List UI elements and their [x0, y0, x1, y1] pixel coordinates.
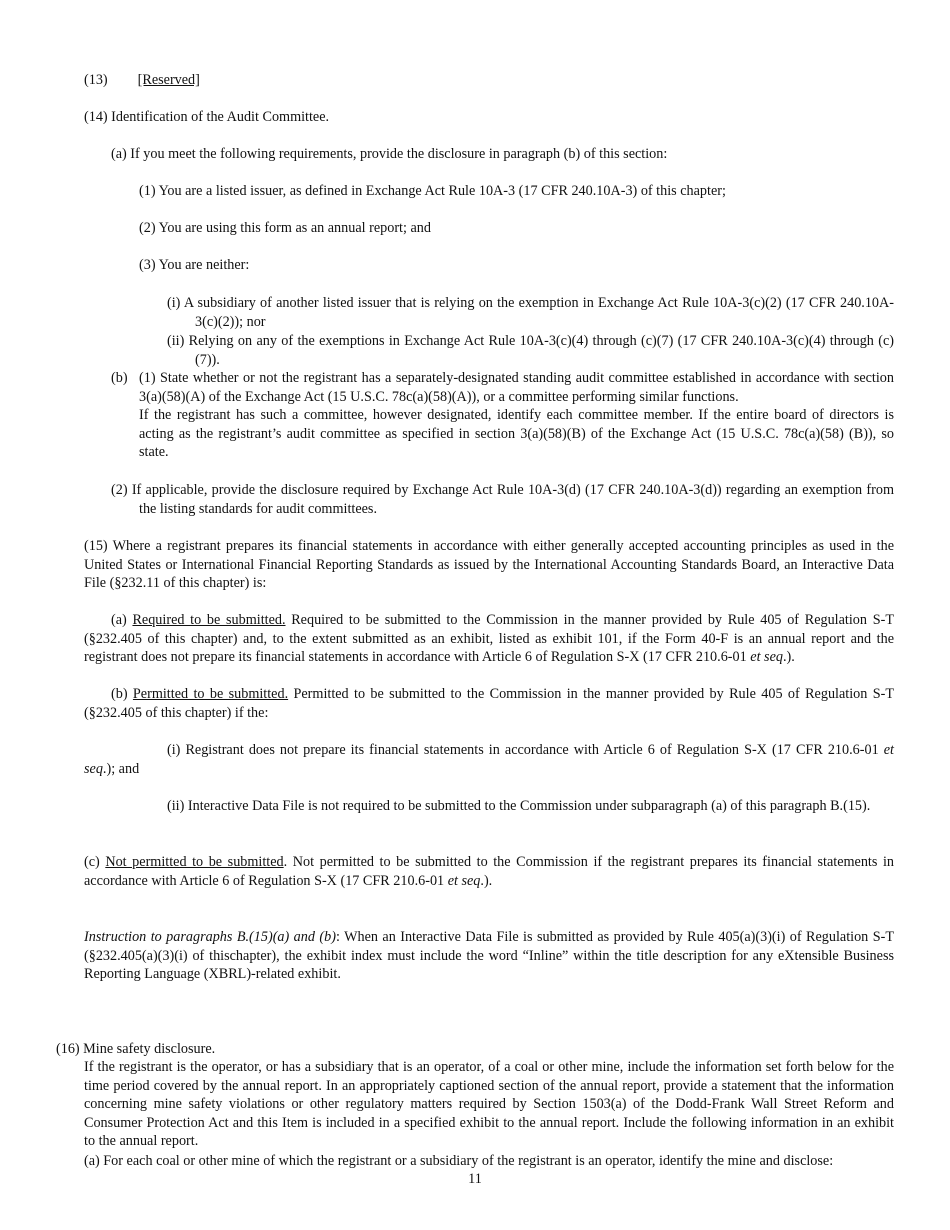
item-14-b-2: (2) If applicable, provide the disclosure required by Exchange Act Rule 10A-3(d) (17 CFR 240.10A-3(d)) regarding an exemption from the listing standards for audit committees. [111, 482, 894, 517]
item-15-c-end: .). [480, 872, 493, 889]
item-15-b-title: Permitted to be submitted. [132, 686, 289, 702]
instruction-label: Instruction to paragraphs B.(15)(a) and (b) [84, 929, 336, 945]
item-15-c-et-seq: et seq [447, 872, 481, 889]
item-15-b-text: Permitted to be submitted to the Commission in the manner provided by Rule 405 of Regulation S-T (§232.405 of this chapter) if the: [84, 686, 894, 721]
item-15-b-ii: (ii) Interactive Data File is not required to be submitted to the Commission under subparagraph (a) of this paragraph B.(15). [167, 798, 871, 814]
item-14-a-2: (2) You are using this form as an annual report; and [139, 220, 431, 236]
item-13-number: (13) [84, 72, 108, 88]
item-16-a: (a) For each coal or other mine of which the registrant or a subsidiary of the registrant is an operator, identify the mine and disclose: [84, 1153, 834, 1169]
item-14-b-label: (b) [111, 370, 128, 386]
item-14-a-3-i: (i) A subsidiary of another listed issuer that is relying on the exemption in Exchange Act Rule 10A-3(c)(2) (17 CFR 240.10A-3(c)(2)); nor [167, 295, 894, 330]
item-15-a-end: .). [782, 649, 795, 666]
item-15-c [84, 853, 894, 890]
item-15-a-et-seq: et seq [750, 649, 783, 666]
item-15-b [84, 685, 894, 722]
item-15-c-text: . Not permitted to be submitted to the Commission if the registrant prepares its financial statements in accordance with Article 6 of Regulation S-X (17 CFR 210.6-01 [84, 854, 894, 889]
item-14-a-3: (3) You are neither: [139, 257, 250, 273]
item-15-c-prefix: (c) [84, 854, 106, 870]
item-14-a-intro: (a) If you meet the following requirements, provide the disclosure in paragraph (b) of this section: [111, 146, 668, 162]
item-16-body: If the registrant is the operator, or has a subsidiary that is an operator, of a coal or other mine, include the information set forth below for the time period covered by the annual report. In an appropriately captioned section of the annual report, provide a statement that the information concerning mine safety violations or other regulatory matters required by Section 1503(a) of the Dodd-Frank Wall Street Reform and Consumer Protection Act and this Item is included in a specified exhibit to the annual report. Include the following information in an exhibit to the annual report. [84, 1059, 894, 1150]
item-15-b-i-end: .); and [102, 760, 140, 777]
page-number: 11 [468, 1171, 482, 1187]
instruction-text: : When an Interactive Data File is submitted as provided by Rule 405(a)(3)(i) of Regulation S-T (§232.405(a)(3)(i) of thischapter), the exhibit index must include the word “Inline” within the title description for any eXtensible Business Reporting Language (XBRL)-related exhibit. [84, 929, 894, 983]
item-15-b-i-et-seq: et seq [84, 742, 894, 777]
item-15-a-prefix: (a) [111, 612, 133, 628]
item-13 [84, 71, 200, 89]
item-15-b-i [84, 741, 894, 778]
item-14-a-1: (1) You are a listed issuer, as defined in Exchange Act Rule 10A-3 (17 CFR 240.10A-3) of this chapter; [139, 183, 726, 199]
item-15-b-i-text: (i) Registrant does not prepare its financial statements in accordance with Article 6 of Regulation S-X (17 CFR 210.6-01 [167, 742, 884, 758]
item-15-a-title: Required to be submitted. [132, 612, 286, 628]
item-15-a-text: Required to be submitted to the Commission in the manner provided by Rule 405 of Regulation S-T (§232.405 of this chapter) and, to the extent submitted as an exhibit, listed as exhibit 101, if the Form 40-F is an annual report and the registrant does not prepare its financial statements in accordance with Article 6 of Regulation S-X (17 CFR 210.6-01 [84, 612, 894, 666]
item-14-b-1-continued: If the registrant has such a committee, however designated, identify each committee member. If the entire board of directors is acting as the registrant’s audit committee as specified in section 3(a)(58)(B) of the Exchange Act (15 U.S.C. 78c(a)(58) (B)), so state. [139, 407, 894, 461]
item-15-c-title: Not permitted to be submitted [105, 854, 284, 870]
item-14-b-1: (1) State whether or not the registrant has a separately-designated standing audit committee established in accordance with section 3(a)(58)(A) of the Exchange Act (15 U.S.C. 78c(a)(58)(A)), or a committee performing similar functions. [139, 370, 894, 405]
item-14-a-3-ii: (ii) Relying on any of the exemptions in Exchange Act Rule 10A-3(c)(4) through (c)(7) (17 CFR 240.10A-3(c)(4) through (c)(7)). [167, 333, 894, 368]
item-16-heading: (16) Mine safety disclosure. [56, 1041, 216, 1057]
item-15-a [84, 611, 894, 667]
item-13-reserved: [Reserved] [137, 72, 200, 88]
item-15-instruction [84, 928, 894, 984]
item-15-b-prefix: (b) [111, 686, 133, 702]
item-14-heading: (14) Identification of the Audit Committee. [84, 109, 330, 125]
item-15-intro: (15) Where a registrant prepares its financial statements in accordance with either generally accepted accounting principles as used in the United States or International Financial Reporting Standards as issued by the International Accounting Standards Board, an Interactive Data File (§232.11 of this chapter) is: [84, 538, 894, 592]
